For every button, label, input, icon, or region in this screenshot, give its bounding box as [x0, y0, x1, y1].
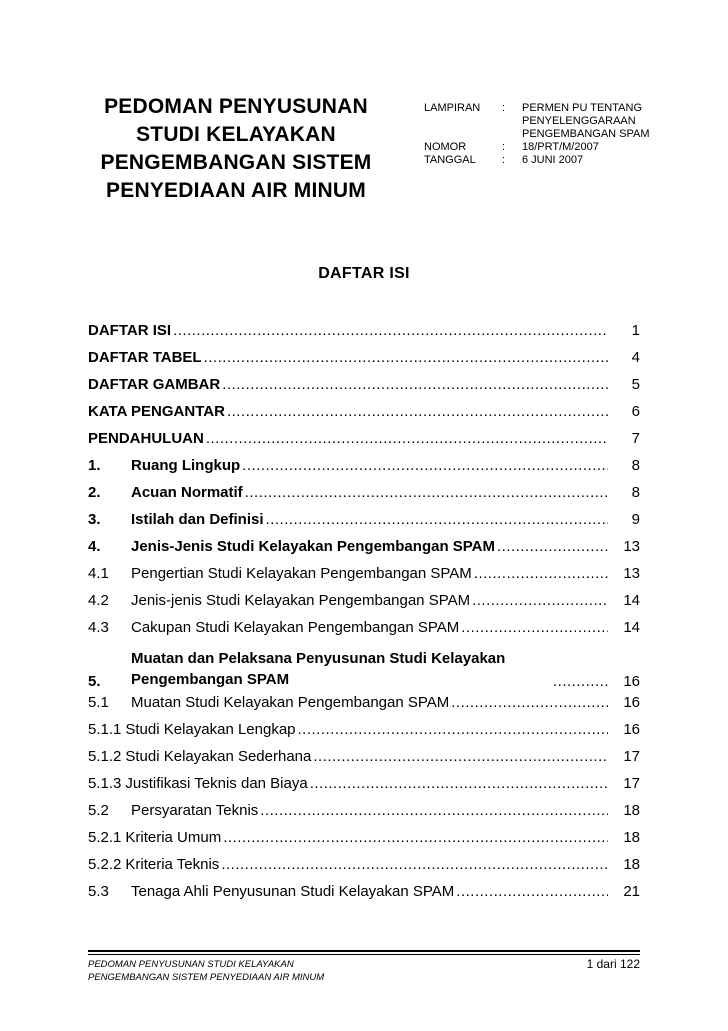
toc-entry-title: Kriteria Teknis	[125, 856, 220, 873]
document-meta	[424, 102, 672, 167]
toc-entry-title: Istilah dan Definisi	[131, 511, 264, 528]
toc-entry-page: 21	[623, 883, 640, 900]
toc-entry-number: 5.	[88, 673, 101, 690]
toc-entry-page: 16	[623, 673, 640, 690]
toc-entry-title: Pengertian Studi Kelayakan Pengembangan SPAM	[131, 565, 472, 582]
toc-leader-dots	[223, 829, 608, 846]
toc-entry-title: Studi Kelayakan Lengkap	[125, 721, 296, 738]
meta-key: TANGGAL	[424, 154, 476, 166]
toc-entry[interactable]	[88, 592, 640, 619]
toc-entry-page: 14	[623, 592, 640, 609]
toc-entry-number: 4.2	[88, 592, 109, 609]
footer-line: PENGEMBANGAN SISTEM PENYEDIAAN AIR MINUM	[88, 972, 325, 983]
toc-entry-title: Tenaga Ahli Penyusunan Studi Kelayakan SPAM	[131, 883, 455, 900]
toc-leader-dots	[260, 802, 608, 819]
toc-entry-number: 1.	[88, 457, 101, 474]
toc-leader-dots	[227, 403, 608, 420]
toc-entry-page: 18	[623, 829, 640, 846]
meta-row-nomor	[424, 141, 672, 154]
meta-separator: :	[502, 102, 506, 114]
footer-rule	[88, 950, 640, 952]
meta-row-lampiran	[424, 102, 672, 141]
toc-entry-title: Cakupan Studi Kelayakan Pengembangan SPAM	[131, 619, 460, 636]
toc-leader-dots	[206, 430, 608, 447]
toc-entry-page: 1	[631, 322, 640, 339]
toc-leader-dots	[245, 484, 608, 501]
toc-entry[interactable]	[88, 457, 640, 484]
toc-entry-page: 13	[623, 538, 640, 555]
toc-entry-title: Persyaratan Teknis	[131, 802, 259, 819]
table-of-contents	[88, 322, 640, 910]
toc-entry-number: 5.1	[88, 694, 109, 711]
toc-entry-number: 4.	[88, 538, 101, 555]
toc-entry[interactable]	[88, 856, 640, 883]
toc-entry[interactable]	[88, 403, 640, 430]
toc-leader-dots	[313, 748, 608, 765]
toc-leader-dots	[204, 349, 608, 366]
toc-entry-page: 8	[631, 484, 640, 501]
toc-entry-page: 6	[631, 403, 640, 420]
toc-leader-dots	[221, 856, 608, 873]
footer-line: PEDOMAN PENYUSUNAN STUDI KELAYAKAN	[88, 959, 294, 970]
toc-entry-page: 16	[623, 721, 640, 738]
toc-entry[interactable]	[88, 775, 640, 802]
toc-entry-page: 8	[631, 457, 640, 474]
toc-entry-title: KATA PENGANTAR	[88, 403, 225, 420]
toc-heading: DAFTAR ISI	[318, 265, 410, 282]
toc-leader-dots	[298, 721, 608, 738]
meta-key: NOMOR	[424, 141, 467, 153]
title-line: PENYEDIAAN AIR MINUM	[106, 179, 366, 202]
toc-entry-title: Muatan Studi Kelayakan Pengembangan SPAM	[131, 694, 450, 711]
toc-entry-page: 18	[623, 856, 640, 873]
toc-entry-number: 3.	[88, 511, 101, 528]
title-line: PENGEMBANGAN SISTEM	[100, 151, 372, 174]
toc-entry[interactable]	[88, 565, 640, 592]
toc-leader-dots	[456, 883, 608, 900]
toc-entry-title: Jenis-jenis Studi Kelayakan Pengembangan SPAM	[131, 592, 471, 609]
toc-entry[interactable]	[88, 511, 640, 538]
toc-entry-page: 18	[623, 802, 640, 819]
toc-entry-title: Studi Kelayakan Sederhana	[125, 748, 312, 765]
toc-entry-page: 17	[623, 775, 640, 792]
toc-entry[interactable]	[88, 748, 640, 775]
toc-leader-dots	[461, 619, 608, 636]
toc-entry-number: 5.1.3	[88, 775, 122, 792]
toc-entry-title: Kriteria Umum	[125, 829, 222, 846]
toc-entry-title: PENDAHULUAN	[88, 430, 204, 447]
toc-leader-dots	[242, 457, 608, 474]
toc-entry-page: 7	[631, 430, 640, 447]
toc-entry-title: Muatan dan Pelaksana Penyusunan Studi Kelayakan Pengembangan SPAM	[131, 650, 506, 688]
toc-entry-number: 5.2	[88, 802, 109, 819]
toc-entry[interactable]	[88, 721, 640, 748]
toc-entry[interactable]	[88, 349, 640, 376]
meta-value: 18/PRT/M/2007	[522, 141, 599, 153]
toc-entry[interactable]	[88, 538, 640, 565]
toc-leader-dots	[222, 376, 608, 393]
toc-leader-dots	[553, 673, 608, 690]
toc-entry[interactable]	[88, 802, 640, 829]
toc-leader-dots	[266, 511, 608, 528]
title-line: PEDOMAN PENYUSUNAN	[104, 95, 368, 118]
toc-leader-dots	[451, 694, 608, 711]
toc-entry-title: Jenis-Jenis Studi Kelayakan Pengembangan SPAM	[131, 538, 495, 555]
toc-entry-number: 2.	[88, 484, 101, 501]
toc-entry-number: 5.1.1	[88, 721, 122, 738]
toc-entry-number: 5.3	[88, 883, 109, 900]
toc-leader-dots	[497, 538, 608, 555]
meta-key: LAMPIRAN	[424, 102, 481, 114]
toc-entry[interactable]	[88, 322, 640, 349]
toc-entry-page: 14	[623, 619, 640, 636]
meta-value: PERMEN PU TENTANG PENYELENGGARAAN PENGEMBANGAN SPAM	[522, 102, 650, 140]
toc-entry[interactable]	[88, 430, 640, 457]
toc-entry-number: 5.1.2	[88, 748, 122, 765]
meta-row-tanggal	[424, 154, 672, 167]
toc-entry-title: Acuan Normatif	[131, 484, 243, 501]
toc-leader-dots	[310, 775, 608, 792]
toc-entry-title: Ruang Lingkup	[131, 457, 241, 474]
toc-entry-page: 4	[631, 349, 640, 366]
toc-entry[interactable]	[88, 646, 640, 694]
toc-entry-page: 9	[631, 511, 640, 528]
toc-leader-dots	[472, 592, 608, 609]
title-line: STUDI KELAYAKAN	[136, 123, 336, 146]
toc-entry-title: DAFTAR GAMBAR	[88, 376, 221, 393]
footer-document-name	[88, 958, 324, 984]
page-number: 1 dari 122	[586, 957, 640, 971]
toc-entry[interactable]	[88, 376, 640, 403]
toc-entry[interactable]	[88, 694, 640, 721]
toc-entry-title: Justifikasi Teknis dan Biaya	[125, 775, 308, 792]
toc-entry-page: 13	[623, 565, 640, 582]
toc-leader-dots	[173, 322, 608, 339]
toc-leader-dots	[474, 565, 608, 582]
toc-entry-page: 17	[623, 748, 640, 765]
toc-entry[interactable]	[88, 484, 640, 511]
meta-value: 6 JUNI 2007	[522, 154, 584, 166]
toc-entry[interactable]	[88, 619, 640, 646]
toc-entry-number: 5.2.1	[88, 829, 122, 846]
meta-separator: :	[502, 154, 506, 166]
toc-entry-page: 5	[631, 376, 640, 393]
toc-entry-number: 5.2.2	[88, 856, 122, 873]
toc-entry-page: 16	[623, 694, 640, 711]
toc-entry-title: DAFTAR ISI	[88, 322, 172, 339]
footer-rule-thin	[88, 954, 640, 955]
toc-entry[interactable]	[88, 829, 640, 856]
meta-separator: :	[502, 141, 506, 153]
document-title	[86, 93, 386, 205]
toc-entry[interactable]	[88, 883, 640, 910]
toc-entry-title: DAFTAR TABEL	[88, 349, 202, 366]
toc-entry-number: 4.3	[88, 619, 109, 636]
toc-entry-number: 4.1	[88, 565, 109, 582]
